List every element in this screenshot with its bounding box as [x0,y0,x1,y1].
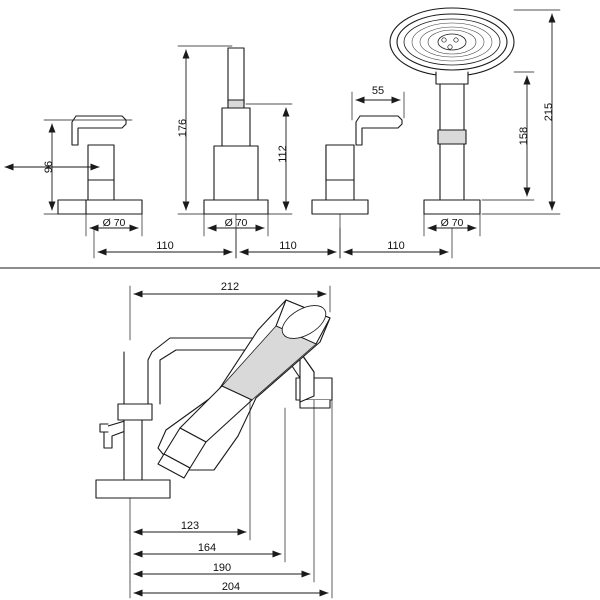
dim-label-176: 176 [177,118,189,138]
right-handle-valve [312,116,402,214]
dim-label-123: 123 [180,520,200,532]
dim-label-215: 215 [543,102,555,122]
dim-label-158: 158 [518,126,530,146]
dim-label-diameter-2: Ø 70 [224,217,248,229]
dim-label-190: 190 [212,562,232,574]
spout-elevation [204,48,268,214]
dim-label-96: 96 [43,160,55,174]
dim-label-spacing-1: 110 [156,240,174,252]
dim-label-diameter-1: Ø 70 [102,217,126,229]
left-handle-valve [58,116,142,214]
dim-label-diameter-3: Ø 70 [440,217,464,229]
hand-shower-elevation [390,8,514,214]
assembly-perspective [96,299,332,498]
dim-label-212: 212 [220,281,240,293]
dim-label-164: 164 [197,542,217,554]
dim-label-55: 55 [371,85,385,97]
dim-label-112: 112 [277,145,289,163]
dim-label-204: 204 [221,581,241,593]
dim-label-spacing-2: 110 [279,240,297,252]
dim-label-spacing-3: 110 [387,240,405,252]
